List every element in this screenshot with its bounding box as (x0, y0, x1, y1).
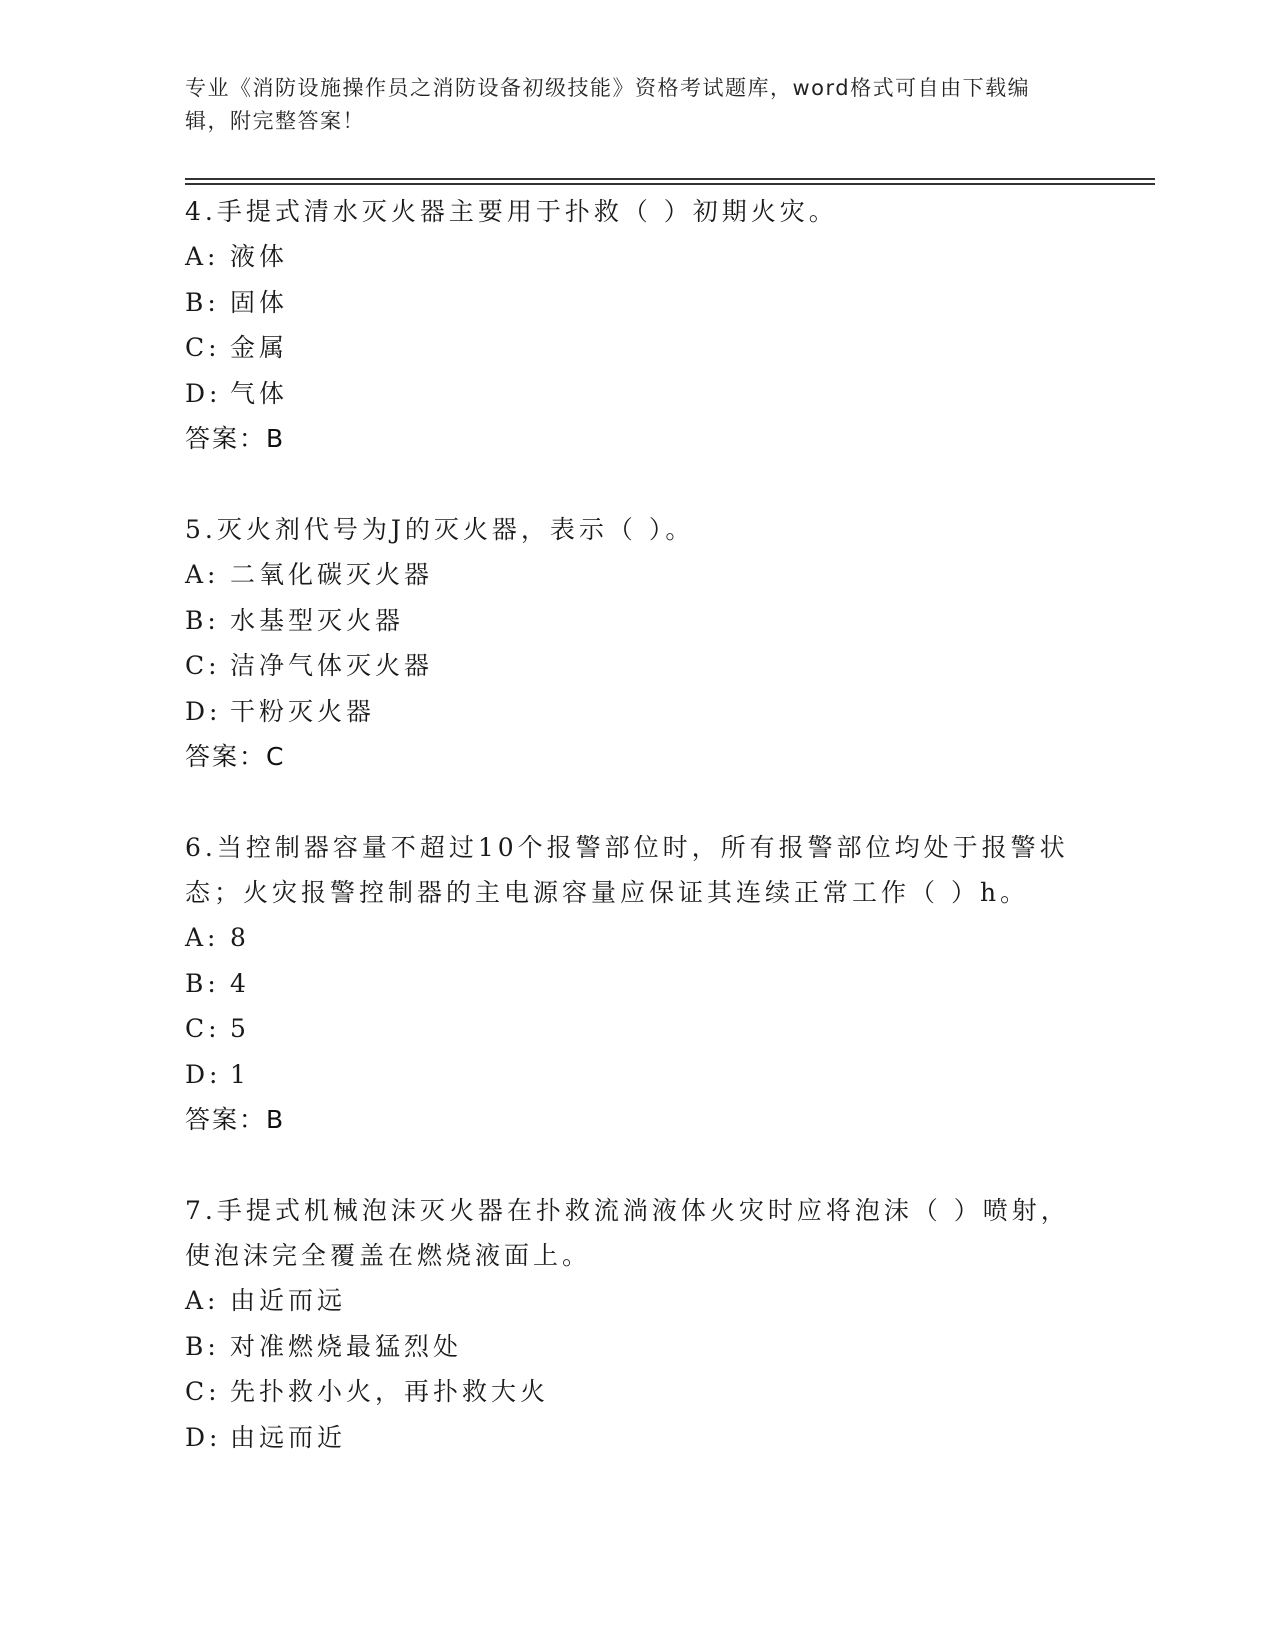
question-list (185, 189, 1085, 1506)
option-a (185, 234, 1085, 280)
question-item (185, 1188, 1085, 1460)
option-text: 二氧化碳灭火器 (230, 560, 434, 589)
option-text: 4 (230, 968, 250, 998)
option-key: D: (185, 1059, 222, 1089)
header-divider-bottom (185, 183, 1155, 185)
option-c (185, 1006, 1085, 1052)
option-key: A: (185, 242, 220, 271)
option-b (185, 961, 1085, 1007)
answer-line: 答案：B (185, 424, 286, 453)
option-c (185, 643, 1085, 689)
question-text: 6.当控制器容量不超过10个报警部位时，所有报警部位均处于报警状态；火灾报警控制器的主电源容量应保证其连续正常工作（ ）h。 (185, 833, 1069, 907)
option-d (185, 371, 1085, 417)
option-text: 先扑救小火，再扑救大火 (230, 1377, 550, 1406)
question-text: 4.手提式清水灭火器主要用于扑救（ ）初期火灾。 (185, 197, 838, 226)
option-text: 干粉灭火器 (230, 696, 376, 726)
option-a (185, 915, 1085, 961)
option-key: D: (185, 378, 222, 408)
question-item (185, 825, 1085, 1142)
option-text: 金属 (230, 333, 289, 362)
option-text: 固体 (230, 287, 289, 317)
option-d (185, 1415, 1085, 1461)
question-item (185, 507, 1085, 779)
option-key: C: (185, 651, 221, 680)
option-text: 洁净气体灭火器 (230, 651, 434, 680)
option-text: 由近而远 (230, 1286, 347, 1315)
answer-line: 答案：B (185, 1105, 286, 1134)
question-text: 7.手提式机械泡沫灭火器在扑救流淌液体火灾时应将泡沫（ ）喷射，使泡沫完全覆盖在燃烧液面上。 (185, 1196, 1070, 1270)
option-text: 1 (230, 1059, 250, 1089)
option-d (185, 1052, 1085, 1098)
document-header (185, 72, 1065, 138)
option-key: A: (185, 560, 220, 589)
option-key: A: (185, 1286, 220, 1315)
option-text: 对准燃烧最猛烈处 (230, 1331, 463, 1361)
option-a (185, 1278, 1085, 1324)
option-d (185, 689, 1085, 735)
question-text: 5.灭火剂代号为J的灭火器，表示（ ）。 (185, 515, 695, 544)
question-item (185, 189, 1085, 461)
answer-line: 答案：C (185, 742, 286, 771)
option-key: C: (185, 333, 221, 362)
header-divider-top (185, 178, 1155, 180)
option-key: D: (185, 696, 222, 726)
option-c (185, 325, 1085, 371)
option-key: B: (185, 287, 220, 317)
option-text: 水基型灭火器 (230, 605, 405, 635)
option-text: 8 (230, 923, 250, 952)
option-key: C: (185, 1014, 221, 1043)
option-key: B: (185, 1331, 220, 1361)
option-b (185, 280, 1085, 326)
option-text: 气体 (230, 378, 289, 408)
option-a (185, 552, 1085, 598)
option-key: D: (185, 1422, 222, 1452)
header-intro-text: 专业《消防设施操作员之消防设备初级技能》资格考试题库，word格式可自由下载编辑，附完整答案！ (185, 76, 1031, 133)
option-b (185, 598, 1085, 644)
option-key: A: (185, 923, 220, 952)
option-b (185, 1324, 1085, 1370)
option-text: 由远而近 (230, 1422, 347, 1452)
option-key: B: (185, 968, 220, 998)
option-key: C: (185, 1377, 221, 1406)
option-text: 液体 (230, 242, 289, 271)
option-key: B: (185, 605, 220, 635)
option-text: 5 (230, 1014, 250, 1043)
option-c (185, 1369, 1085, 1415)
